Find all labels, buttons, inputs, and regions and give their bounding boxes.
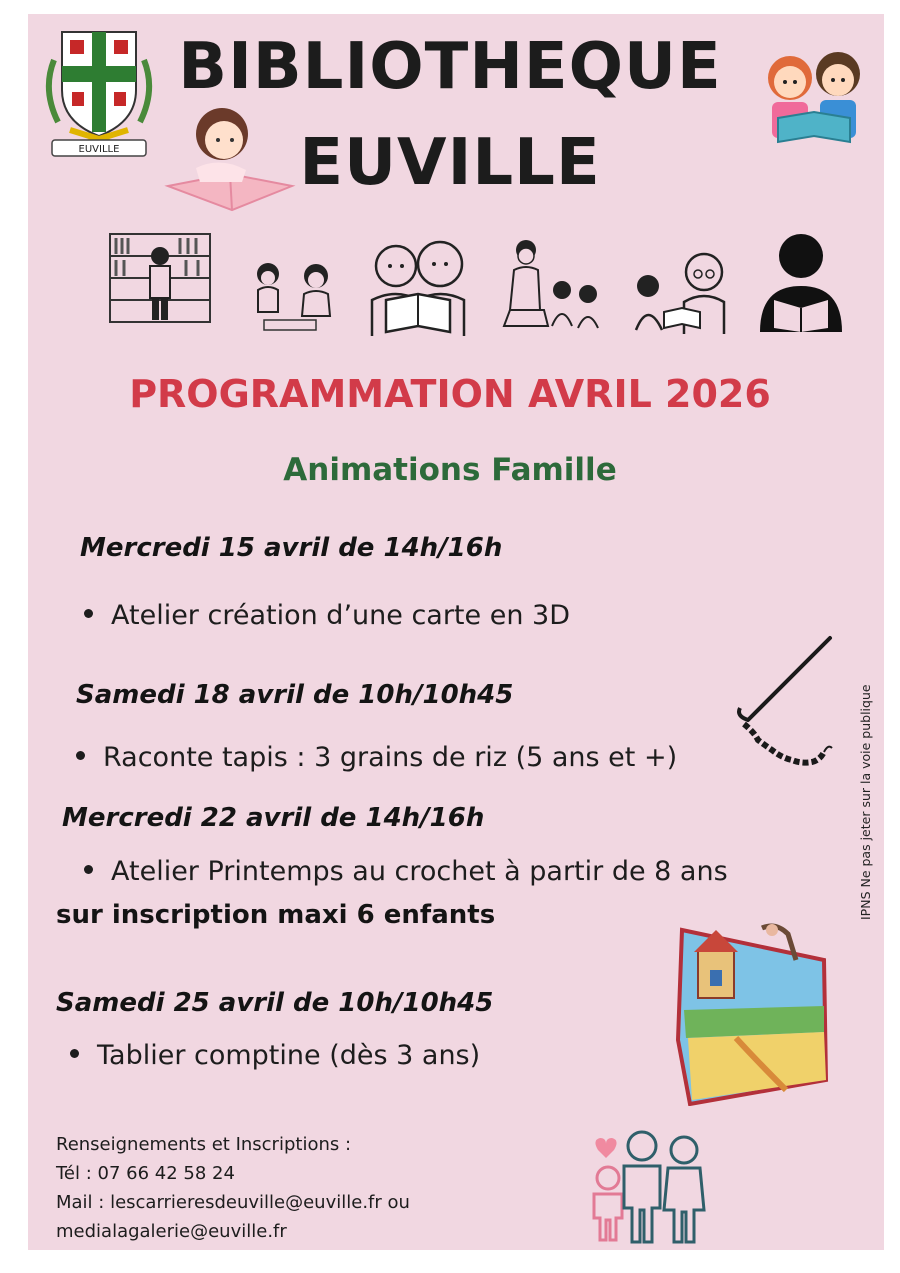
bullet-icon: [70, 1049, 79, 1058]
crest-label: EUVILLE: [78, 144, 120, 155]
library-title-line2: EUVILLE: [299, 126, 601, 200]
event-2-date: Samedi 18 avril de 10h/10h45: [76, 680, 514, 710]
event-3-activity: [84, 856, 728, 887]
event-1-date: Mercredi 15 avril de 14h/16h: [80, 533, 503, 563]
two-children-reading-icon: [366, 236, 470, 338]
contact-heading: Renseignements et Inscriptions :: [56, 1134, 352, 1155]
bookshelf-reader-icon: [108, 232, 212, 324]
event-2-activity: [76, 742, 677, 773]
contact-mail-secondary: medialagalerie@euville.fr: [56, 1221, 287, 1242]
event-3-registration-note: sur inscription maxi 6 enfants: [56, 900, 496, 930]
children-playing-icon: [244, 260, 340, 334]
event-1-activity-text: Atelier création d’une carte en 3D: [111, 600, 570, 631]
story-apron-illustration: [676, 920, 830, 1106]
event-3-activity-text: Atelier Printemps au crochet à partir de 8 ans: [111, 856, 728, 887]
contact-mail: Mail : lescarrieresdeuville@euville.fr ou: [56, 1192, 410, 1213]
event-2-activity-text: Raconte tapis : 3 grains de riz (5 ans et +): [103, 742, 678, 773]
crochet-hook-illustration: [728, 632, 838, 774]
grandmother-reading-icon: [632, 250, 736, 336]
ipns-side-note: IPNS Ne pas jeter sur la voie publique: [858, 684, 873, 920]
bullet-icon: [76, 751, 85, 760]
event-4-activity: [70, 1040, 480, 1071]
bullet-icon: [84, 609, 93, 618]
reader-silhouette-icon: [756, 232, 846, 332]
event-4-date: Samedi 25 avril de 10h/10h45: [56, 988, 494, 1018]
programme-title: PROGRAMMATION AVRIL 2026: [129, 372, 771, 416]
teacher-with-children-icon: [500, 236, 606, 332]
event-4-activity-text: Tablier comptine (dès 3 ans): [97, 1040, 481, 1071]
family-icon: [580, 1124, 710, 1244]
bullet-icon: [84, 865, 93, 874]
library-title-line1: BIBLIOTHEQUE: [178, 30, 722, 104]
programme-subtitle: Animations Famille: [283, 452, 617, 488]
event-1-activity: [84, 600, 570, 631]
contact-phone: Tél : 07 66 42 58 24: [56, 1163, 235, 1184]
event-3-date: Mercredi 22 avril de 14h/16h: [62, 803, 485, 833]
